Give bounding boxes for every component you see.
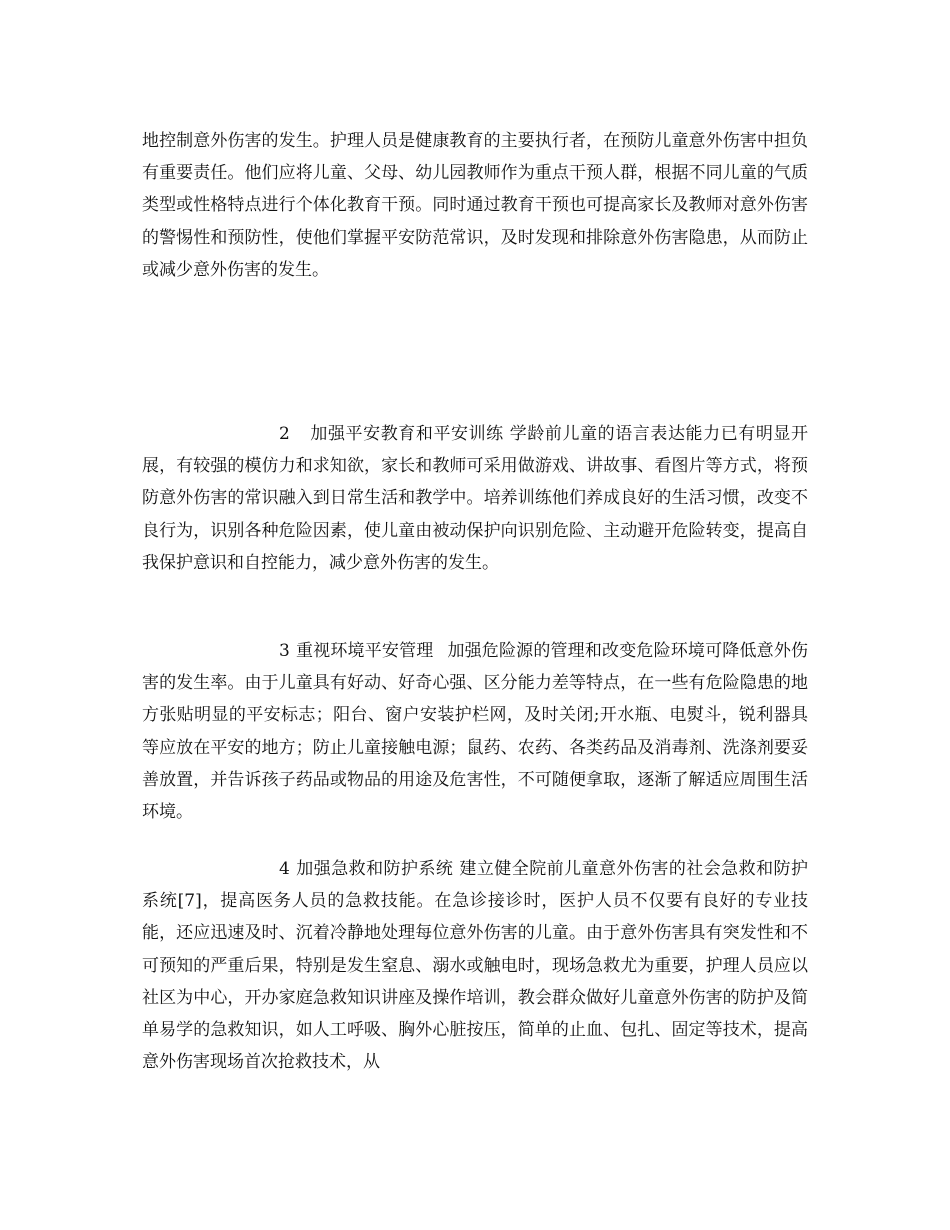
paragraph-text: 地控制意外伤害的发生。护理人员是健康教育的主要执行者，在预防儿童意外伤害中担负有重要责任。他们应将儿童、父母、幼儿园教师作为重点干预人群，根据不同儿童的气质类型或性格特点进行个体化教育干预。同时通过教育干预也可提高家长及教师对意外伤害的警惕性和预防性，使他们掌握平安防范常识，及时发现和排除意外伤害隐患，从而防止或减少意外伤害的发生。 [142,131,808,280]
paragraph-section-2 [142,418,808,579]
paragraph-text: 学龄前儿童的语言表达能力已有明显开展，有较强的模仿力和求知欲，家长和教师可采用做游戏、讲故事、看图片等方式，将预防意外伤害的常识融入到日常生活和教学中。培养训练他们养成良好的生活习惯，改变不良行为，识别各种危险因素，使儿童由被动保护向识别危险、主动避开危险转变，提高自我保护意识和自控能力，减少意外伤害的发生。 [142,424,809,573]
paragraph-text: 加强危险源的管理和改变危险环境可降低意外伤害的发生率。由于儿童具有好动、好奇心强、区分能力差等特点，在一些有危险隐患的地方张贴明显的平安标志；阳台、窗户安装护栏网，及时关闭;开水瓶、电熨斗，锐利器具等应放在平安的地方；防止儿童接触电源；鼠药、农药、各类药品及消毒剂、洗涤剂要妥善放置，并告诉孩子药品或物品的用途及危害性，不可随便拿取，逐渐了解适应周围生活环境。 [142,641,809,823]
section-number: 2 [279,424,290,444]
paragraph-intro [142,125,808,286]
section-heading: 加强急救和防护系统 [295,859,454,879]
paragraph-section-3 [142,635,808,828]
section-heading: 加强平安教育和平安训练 [309,424,504,444]
paragraph-section-4 [142,853,808,1078]
section-number: 4 [279,859,290,879]
section-heading: 重视环境平安管理 [295,641,434,661]
section-number: 3 [279,641,290,661]
paragraph-text: 建立健全院前儿童意外伤害的社会急救和防护系统[7]，提高医务人员的急救技能。在急诊接诊时，医护人员不仅要有良好的专业技能，还应迅速及时、沉着冷静地处理每位意外伤害的儿童。由于意外伤害具有突发性和不可预知的严重后果，特别是发生窒息、溺水或触电时，现场急救尤为重要，护理人员应以社区为中心，开办家庭急救知识讲座及操作培训，教会群众做好儿童意外伤害的防护及简单易学的急救知识，如人工呼吸、胸外心脏按压，简单的止血、包扎、固定等技术，提高意外伤害现场首次抢救技术，从 [142,859,809,1073]
